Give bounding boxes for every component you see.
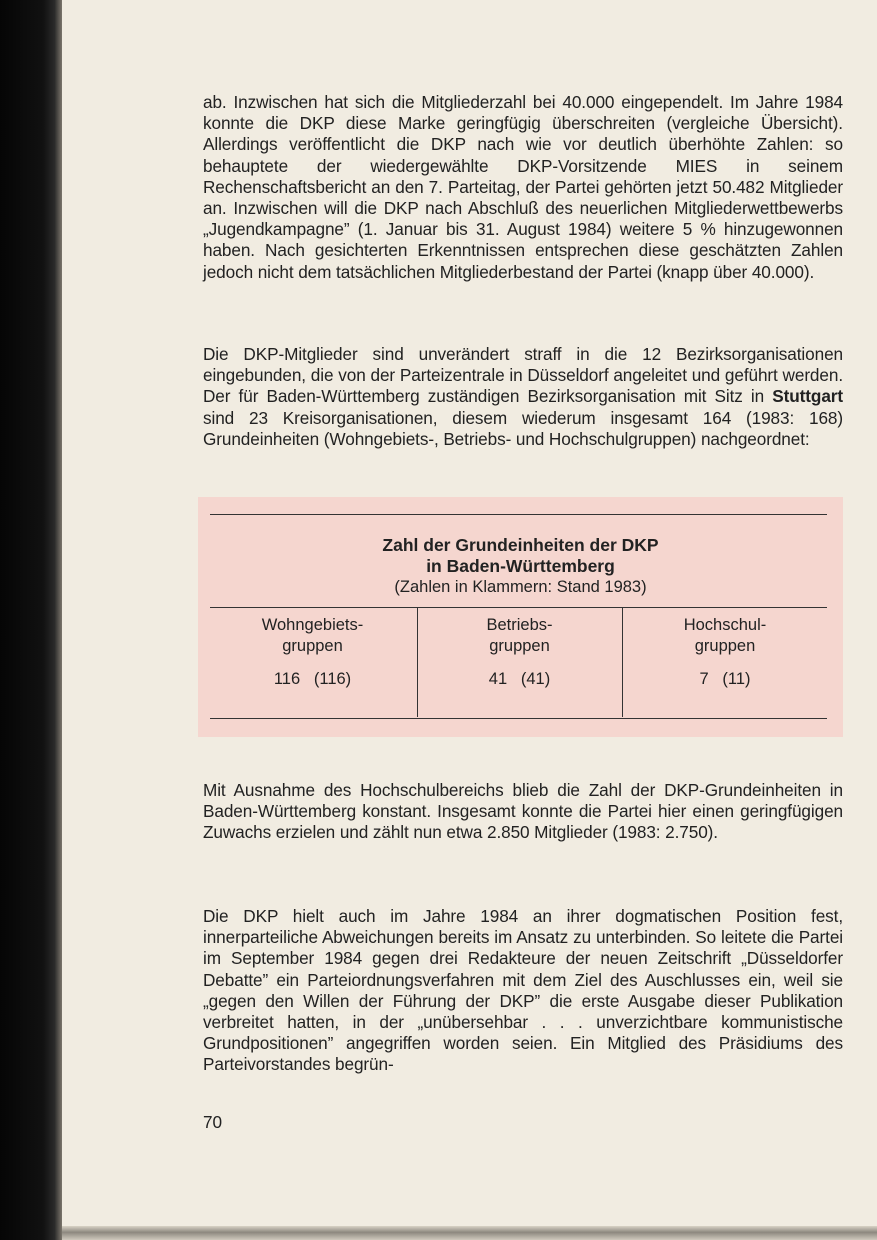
paragraph-constant: Mit Ausnahme des Hochschulbereichs blieb die Zahl der DKP-Grundeinheiten in Baden-Württemberg konstant. Insgesamt konnte die Partei hier einen geringfügigen Zuwachs erzielen und zählt nun etwa 2.850 Mitglieder (1983: 2.750). xyxy=(203,780,843,843)
table-rule-middle xyxy=(210,607,827,608)
book-spine-shadow xyxy=(0,0,62,1240)
column-label-line2: gruppen xyxy=(489,637,550,655)
column-betriebsgruppen xyxy=(418,615,621,717)
column-label-line1: Wohngebiets- xyxy=(261,616,364,634)
table-title-line1: Zahl der Grundeinheiten der DKP xyxy=(382,535,659,555)
table-title xyxy=(198,535,843,577)
paragraph-organisation-part2: sind 23 Kreisorganisationen, diesem wiederum insgesamt 164 (1983: 168) Grundeinheiten (Wohngebiets-, Betriebs- und Hochschulgruppen) nachgeordnet: xyxy=(203,407,843,449)
grundeinheiten-table-box xyxy=(198,497,843,737)
column-value: 41 (41) xyxy=(488,670,551,688)
paragraph-organisation-part1: Die DKP-Mitglieder sind unverändert straff in die 12 Bezirksorganisationen eingebunden, die von der Parteizentrale in Düsseldorf angeleitet und geführt werden. Der für Baden-Württemberg zuständigen Bezirksorganisation mit Sitz in xyxy=(203,344,843,407)
column-value: 116 (116) xyxy=(273,670,352,688)
page-bottom-edge xyxy=(62,1226,877,1240)
paragraph-organisation xyxy=(203,344,843,450)
column-label-line2: gruppen xyxy=(694,637,756,655)
table-note: (Zahlen in Klammern: Stand 1983) xyxy=(394,578,647,596)
stuttgart-bold: Stuttgart xyxy=(772,386,843,407)
column-hochschulgruppen xyxy=(623,615,827,717)
paragraph-membership: ab. Inzwischen hat sich die Mitgliederzahl bei 40.000 eingependelt. Im Jahre 1984 konnte die DKP diese Marke geringfügig überschreiten (vergleiche Übersicht). Allerdings veröffentlicht die DKP nach wie vor deutlich überhöhte Zahlen: so behauptete der wiedergewählte DKP-Vorsitzende MIES in seinem Rechenschaftsbericht an den 7. Parteitag, der Partei gehörten jetzt 50.482 Mitglieder an. Inzwischen will die DKP nach Abschluß des neuerlichen Mitgliederwettbewerbs „Jugendkampagne” (1. Januar bis 31. August 1984) weitere 5 % hinzugewonnen haben. Nach gesichterten Erkenntnissen entsprechen diese geschätzten Zahlen jedoch nicht dem tatsächlichen Mitgliederbestand der Partei (knapp über 40.000). xyxy=(203,92,843,282)
page-number: 70 xyxy=(203,1112,223,1132)
column-label-line2: gruppen xyxy=(282,637,343,655)
column-wohngebietsgruppen xyxy=(210,615,415,717)
table-rule-top xyxy=(210,514,827,515)
table-title-line2: in Baden-Württemberg xyxy=(426,556,615,576)
column-label-line1: Betriebs- xyxy=(486,616,553,634)
column-value: 7 (11) xyxy=(699,670,751,688)
table-rule-bottom xyxy=(210,718,827,719)
column-label-line1: Hochschul- xyxy=(683,616,767,634)
paragraph-dogmatic: Die DKP hielt auch im Jahre 1984 an ihrer dogmatischen Position fest, innerparteiliche Abweichungen bereits im Ansatz zu unterbinden. So leitete die Partei im September 1984 gegen drei Redakteure der neuen Zeitschrift „Düsseldorfer Debatte” ein Parteiordnungsverfahren mit dem Ziel des Auschlusses ein, weil sie „gegen den Willen der Führung der DKP” die erste Ausgabe dieser Publikation verbreitet hatten, in der „unübersehbar . . . unverzichtbare kommunistische Grundpositionen” angegriffen worden seien. Ein Mitglied des Präsidiums des Parteivorstandes begrün- xyxy=(203,906,843,1075)
